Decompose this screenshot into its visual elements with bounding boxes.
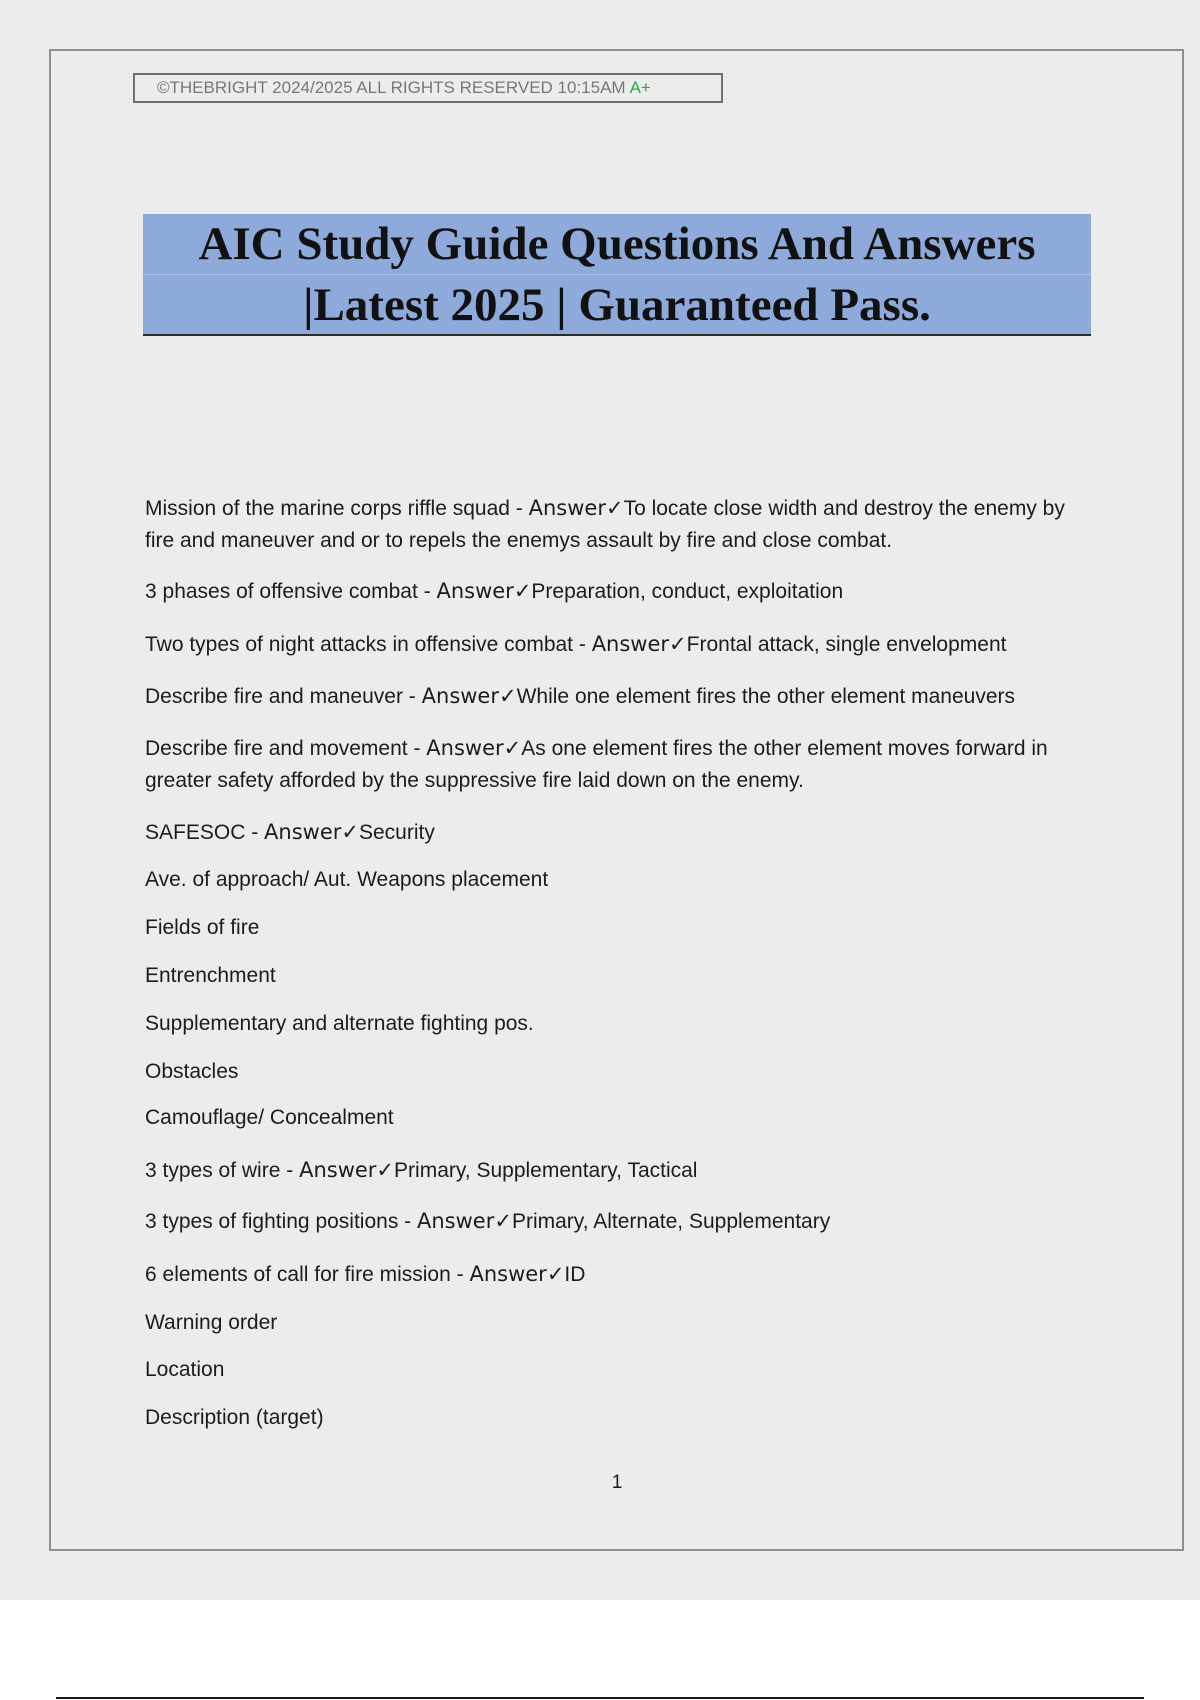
qa-item: 6 elements of call for fire mission - Answer✓ID — [145, 1262, 586, 1286]
footer-divider — [56, 1697, 1144, 1699]
copyright-text: ©THEBRIGHT 2024/2025 ALL RIGHTS RESERVED 10:15AM — [157, 78, 626, 97]
qa-item: 3 types of fighting positions - Answer✓Primary, Alternate, Supplementary — [145, 1209, 831, 1233]
answer-marker: Answer✓ — [299, 1158, 395, 1182]
qa-list — [145, 492, 1095, 1434]
answer-marker: Answer✓ — [591, 632, 687, 656]
question-text: Mission of the marine corps riffle squad — [145, 497, 510, 520]
answer-marker: Answer✓ — [417, 1209, 512, 1233]
answer-marker: Answer✓ — [426, 736, 522, 760]
list-item: Camouflage/ Concealment — [145, 1106, 394, 1129]
document-title — [143, 214, 1091, 336]
qa-item: Two types of night attacks in offensive combat - Answer✓Frontal attack, single envelopment — [145, 632, 1007, 656]
answer-text: While one element fires the other element maneuvers — [516, 685, 1016, 708]
question-text: SAFESOC — [145, 821, 246, 844]
qa-item: SAFESOC - Answer✓Security — [145, 820, 435, 844]
question-text: Describe fire and maneuver — [145, 685, 403, 708]
answer-marker: Answer✓ — [264, 820, 359, 844]
list-item: Location — [145, 1358, 225, 1381]
list-item: Ave. of approach/ Aut. Weapons placement — [145, 868, 549, 891]
grade-badge: A+ — [629, 78, 651, 97]
copyright-header — [133, 73, 723, 103]
answer-marker: Answer✓ — [436, 579, 532, 603]
page-number: 1 — [611, 1472, 623, 1493]
title-line-2: |Latest 2025 | Guaranteed Pass. — [303, 279, 931, 331]
answer-marker: Answer✓ — [421, 684, 517, 708]
qa-item: 3 phases of offensive combat - Answer✓Preparation, conduct, exploitation — [145, 579, 844, 603]
answer-text: Security — [358, 821, 435, 844]
list-item: Description (target) — [145, 1406, 324, 1429]
question-text: 3 types of fighting positions — [145, 1210, 399, 1233]
question-text: 3 types of wire — [145, 1159, 281, 1182]
question-text: 3 phases of offensive combat — [145, 580, 418, 603]
answer-text: As one element fires the other element moves forward in greater safety afforded by the suppressive fire laid down on the enemy. — [145, 737, 1048, 792]
answer-marker: Answer✓ — [528, 496, 624, 520]
qa-item: Describe fire and movement - Answer✓As one element fires the other element moves forward in greater safety afforded by the suppressive fire laid down on the enemy. — [145, 736, 1048, 792]
list-item: Fields of fire — [145, 916, 260, 939]
answer-text: ID — [564, 1263, 586, 1286]
question-text: 6 elements of call for fire mission — [145, 1263, 451, 1286]
question-text: Two types of night attacks in offensive combat — [145, 633, 574, 656]
answer-text: Preparation, conduct, exploitation — [531, 580, 844, 603]
list-item: Warning order — [145, 1311, 278, 1334]
list-item: Supplementary and alternate fighting pos. — [145, 1012, 534, 1035]
answer-text: Frontal attack, single envelopment — [686, 633, 1007, 656]
answer-text: To locate close width and destroy the enemy by fire and maneuver and or to repels the enemys assault by fire and close combat. — [145, 497, 1065, 552]
qa-item: 3 types of wire - Answer✓Primary, Supplementary, Tactical — [145, 1158, 698, 1182]
answer-text: Primary, Supplementary, Tactical — [394, 1159, 698, 1182]
list-item: Obstacles — [145, 1060, 239, 1083]
list-item: Entrenchment — [145, 964, 276, 987]
answer-text: Primary, Alternate, Supplementary — [511, 1210, 831, 1233]
qa-item: Mission of the marine corps riffle squad - Answer✓To locate close width and destroy the enemy by fire and maneuver and or to repels the enemys assault by fire and close combat. — [145, 496, 1065, 552]
qa-item: Describe fire and maneuver - Answer✓While one element fires the other element maneuvers — [145, 684, 1016, 708]
question-text: Describe fire and movement — [145, 737, 408, 760]
title-line-1: AIC Study Guide Questions And Answers — [143, 214, 1091, 275]
answer-marker: Answer✓ — [469, 1262, 565, 1286]
